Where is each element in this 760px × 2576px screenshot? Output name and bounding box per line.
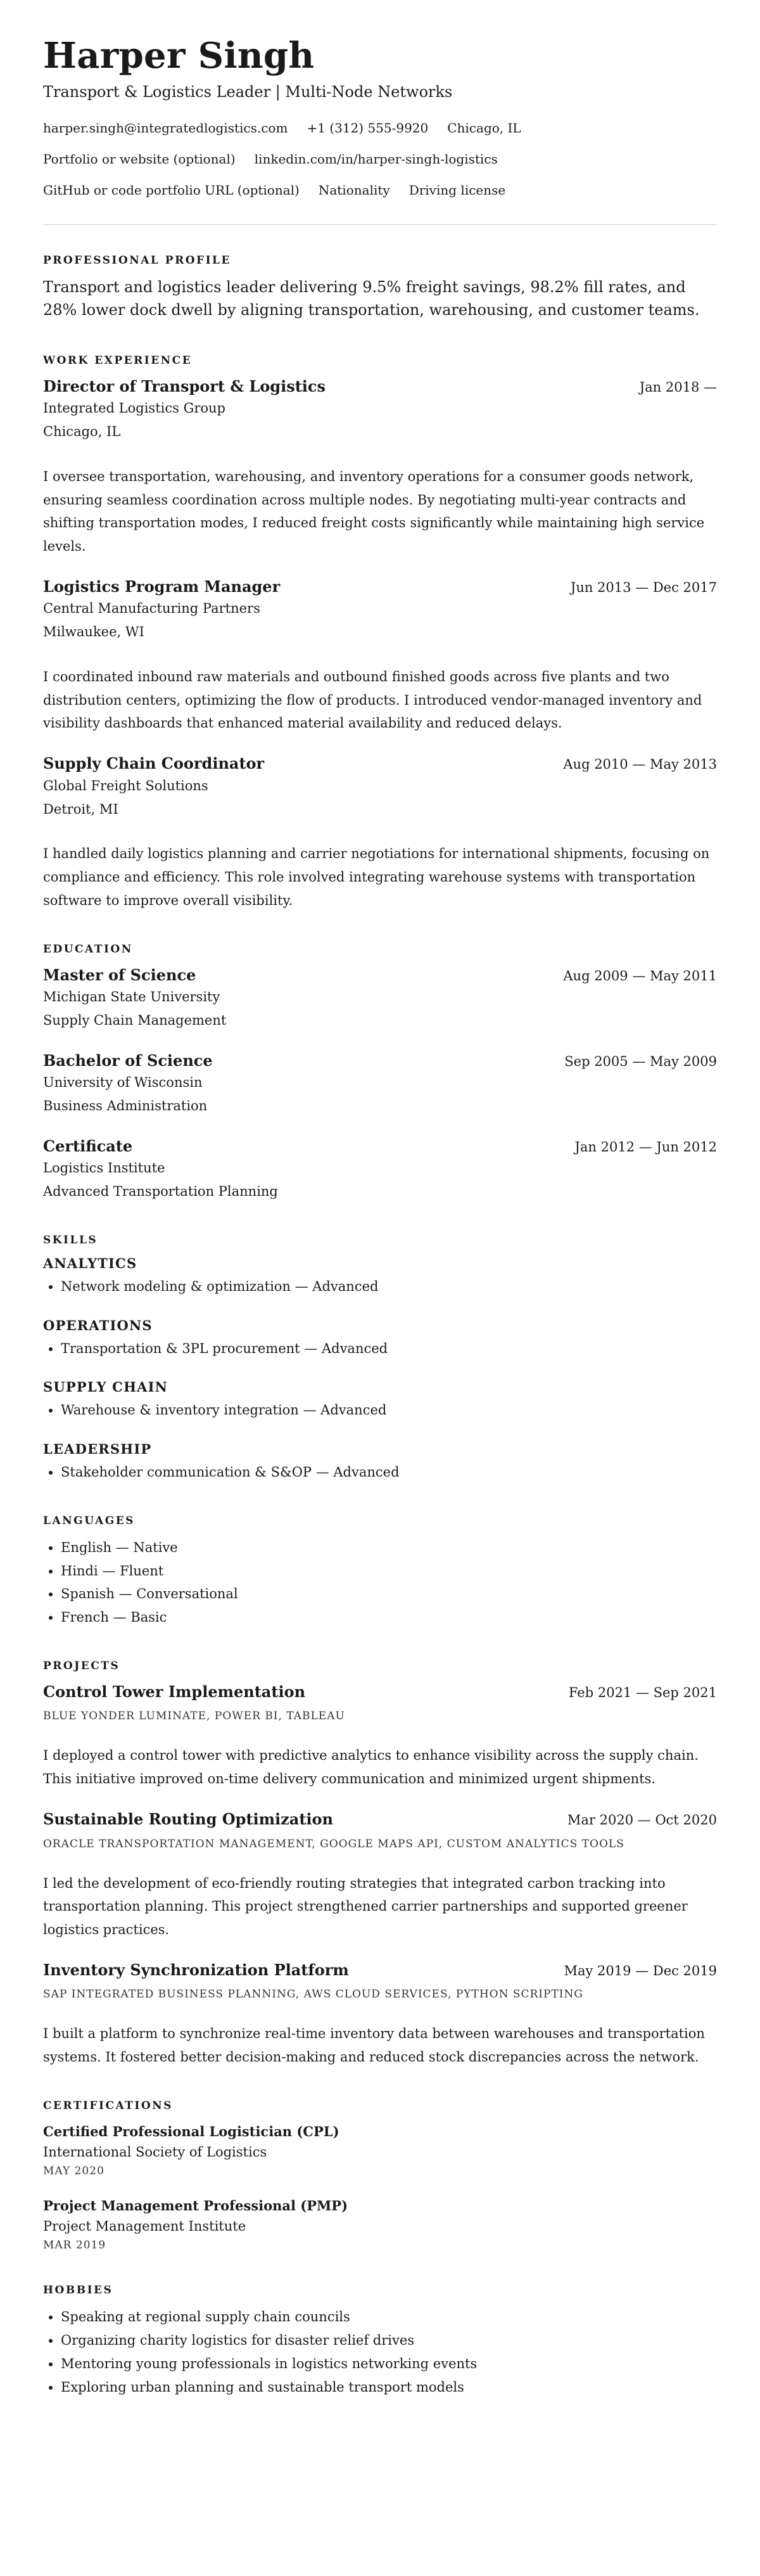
project-title: Sustainable Routing Optimization xyxy=(43,1809,334,1828)
skill-category: SUPPLY CHAIN xyxy=(43,1379,168,1395)
skill-item: • Network modeling & optimization — Advanced xyxy=(61,1275,717,1298)
project-dates: May 2019 — Dec 2019 xyxy=(564,1963,717,1978)
job-title: Logistics Program Manager xyxy=(43,577,281,596)
contact-phone[interactable]: +1 (312) 555-9920 xyxy=(307,120,429,136)
education-section xyxy=(43,943,717,1203)
degree-title: Bachelor of Science xyxy=(43,1051,213,1070)
degree-field: Supply Chain Management xyxy=(43,1012,227,1028)
degree-field: Business Administration xyxy=(43,1098,208,1113)
certification-date: MAR 2019 xyxy=(43,2238,106,2252)
job-description: I handled daily logistics planning and carrier negotiations for international shipments, focusing on compliance and efficiency. This role involved integrating warehouse systems with transportation software to improve overall visibility. xyxy=(43,846,710,908)
degree-title: Master of Science xyxy=(43,965,196,984)
education-entry xyxy=(43,1136,717,1203)
section-title-hobbies: HOBBIES xyxy=(43,2284,113,2297)
section-title-education: EDUCATION xyxy=(43,942,133,956)
project-entry xyxy=(43,1809,717,1942)
candidate-name: Harper Singh xyxy=(43,35,315,77)
skill-category: OPERATIONS xyxy=(43,1317,153,1333)
job-location: Detroit, MI xyxy=(43,801,118,817)
certification-date: MAY 2020 xyxy=(43,2165,104,2178)
degree-dates: Jan 2012 — Jun 2012 xyxy=(574,1139,717,1155)
education-entry xyxy=(43,1050,717,1118)
candidate-headline: Transport & Logistics Leader | Multi-Node Networks xyxy=(43,82,453,101)
contact-info xyxy=(43,120,717,213)
resume-header xyxy=(43,37,717,213)
hobby-item: • Speaking at regional supply chain councils xyxy=(61,2305,717,2329)
projects-section xyxy=(43,1660,717,2069)
profile-section xyxy=(43,254,717,321)
language-item: • Hindi — Fluent xyxy=(61,1560,717,1583)
language-item: • English — Native xyxy=(61,1536,717,1560)
job-dates: Aug 2010 — May 2013 xyxy=(563,757,717,772)
skill-list xyxy=(43,1399,717,1422)
project-dates: Feb 2021 — Sep 2021 xyxy=(568,1684,717,1700)
contact-location: Chicago, IL xyxy=(447,120,521,136)
language-item: • French — Basic xyxy=(61,1606,717,1629)
education-entry xyxy=(43,964,717,1032)
header-divider xyxy=(43,224,717,225)
certification-name: Project Management Professional (PMP) xyxy=(43,2197,348,2214)
certification-name: Certified Professional Logistician (CPL) xyxy=(43,2123,339,2139)
experience-section xyxy=(43,354,717,913)
job-dates: Jun 2013 — Dec 2017 xyxy=(570,579,717,595)
job-dates: Jan 2018 — xyxy=(639,379,717,395)
contact-nationality: Nationality xyxy=(318,182,390,198)
job-company: Global Freight Solutions xyxy=(43,778,208,793)
project-description: I led the development of eco-friendly routing strategies that integrated carbon tracking into transportation planning. This project strengthened carrier partnerships and supported greener logistics practices. xyxy=(43,1875,688,1938)
certification-entry xyxy=(43,2121,717,2180)
section-title-experience: WORK EXPERIENCE xyxy=(43,354,193,367)
certifications-section xyxy=(43,2099,717,2253)
contact-portfolio[interactable]: Portfolio or website (optional) xyxy=(43,151,236,167)
skill-item: • Stakeholder communication & S&OP — Advanced xyxy=(61,1461,717,1484)
school-name: University of Wisconsin xyxy=(43,1075,203,1091)
degree-field: Advanced Transportation Planning xyxy=(43,1184,278,1200)
job-location: Chicago, IL xyxy=(43,424,121,440)
project-entry xyxy=(43,1959,717,2069)
hobby-item: • Organizing charity logistics for disaster relief drives xyxy=(61,2329,717,2352)
project-tech: ORACLE TRANSPORTATION MANAGEMENT, GOOGLE MAPS API, CUSTOM ANALYTICS TOOLS xyxy=(43,1837,624,1850)
skills-section xyxy=(43,1234,717,1484)
job-title: Supply Chain Coordinator xyxy=(43,754,265,773)
section-title-skills: SKILLS xyxy=(43,1233,98,1246)
job-description: I coordinated inbound raw materials and outbound finished goods across five plants and two distribution centers, optimizing the flow of products. I introduced vendor-managed inventory and visibility dashboards that enhanced material availability and reduced delays. xyxy=(43,669,702,731)
certification-issuer: International Society of Logistics xyxy=(43,2144,267,2160)
skill-list xyxy=(43,1337,717,1361)
experience-entry xyxy=(43,576,717,735)
project-description: I deployed a control tower with predictive analytics to enhance visibility across the supply chain. This initiative improved on-time delivery communication and minimized urgent shipments. xyxy=(43,1748,699,1787)
job-company: Integrated Logistics Group xyxy=(43,400,225,416)
school-name: Michigan State University xyxy=(43,989,220,1005)
project-description: I built a platform to synchronize real-time inventory data between warehouses and transportation systems. It fostered better decision-making and reduced stock discrepancies across the network. xyxy=(43,2026,705,2065)
degree-dates: Sep 2005 — May 2009 xyxy=(564,1053,717,1069)
skill-item: • Warehouse & inventory integration — Advanced xyxy=(61,1399,717,1422)
project-tech: BLUE YONDER LUMINATE, POWER BI, TABLEAU xyxy=(43,1710,345,1723)
experience-entry xyxy=(43,753,717,912)
project-title: Inventory Synchronization Platform xyxy=(43,1960,349,1979)
project-dates: Mar 2020 — Oct 2020 xyxy=(567,1812,717,1828)
language-item: • Spanish — Conversational xyxy=(61,1582,717,1606)
language-list xyxy=(43,1536,717,1629)
section-title-projects: PROJECTS xyxy=(43,1659,120,1672)
skill-category: LEADERSHIP xyxy=(43,1441,152,1458)
degree-title: Certificate xyxy=(43,1136,133,1155)
section-title-certifications: CERTIFICATIONS xyxy=(43,2099,173,2112)
contact-linkedin[interactable]: linkedin.com/in/harper-singh-logistics xyxy=(254,151,498,167)
skill-list xyxy=(43,1461,717,1484)
contact-email[interactable]: harper.singh@integratedlogistics.com xyxy=(43,120,288,136)
hobby-item: • Mentoring young professionals in logistics networking events xyxy=(61,2352,717,2376)
certification-entry xyxy=(43,2195,717,2254)
job-title: Director of Transport & Logistics xyxy=(43,376,326,395)
skill-list xyxy=(43,1275,717,1298)
languages-section xyxy=(43,1515,717,1629)
school-name: Logistics Institute xyxy=(43,1160,165,1176)
certification-issuer: Project Management Institute xyxy=(43,2219,246,2234)
job-location: Milwaukee, WI xyxy=(43,624,144,640)
project-tech: SAP INTEGRATED BUSINESS PLANNING, AWS CLOUD SERVICES, PYTHON SCRIPTING xyxy=(43,1988,583,2001)
section-title-profile: PROFESSIONAL PROFILE xyxy=(43,253,231,267)
project-entry xyxy=(43,1681,717,1791)
hobby-item: • Exploring urban planning and sustainable transport models xyxy=(61,2376,717,2399)
job-company: Central Manufacturing Partners xyxy=(43,601,260,617)
skill-category: ANALYTICS xyxy=(43,1255,137,1271)
contact-driving-license: Driving license xyxy=(408,182,506,198)
profile-summary: Transport and logistics leader delivering 9.5% freight savings, 98.2% fill rates, and 28% lower dock dwell by aligning transportation, warehousing, and customer teams. xyxy=(43,278,700,319)
contact-github[interactable]: GitHub or code portfolio URL (optional) xyxy=(43,182,300,198)
degree-dates: Aug 2009 — May 2011 xyxy=(563,968,717,984)
project-title: Control Tower Implementation xyxy=(43,1682,306,1701)
hobbies-section xyxy=(43,2284,717,2399)
section-title-languages: LANGUAGES xyxy=(43,1514,135,1527)
job-description: I oversee transportation, warehousing, and inventory operations for a consumer goods network, ensuring seamless coordination across multiple nodes. By negotiating multi-year contracts and shifting transportation modes, I reduced freight costs significantly while maintaining high service levels. xyxy=(43,468,705,554)
skill-item: • Transportation & 3PL procurement — Advanced xyxy=(61,1337,717,1361)
experience-entry xyxy=(43,376,717,558)
hobby-list xyxy=(43,2305,717,2399)
